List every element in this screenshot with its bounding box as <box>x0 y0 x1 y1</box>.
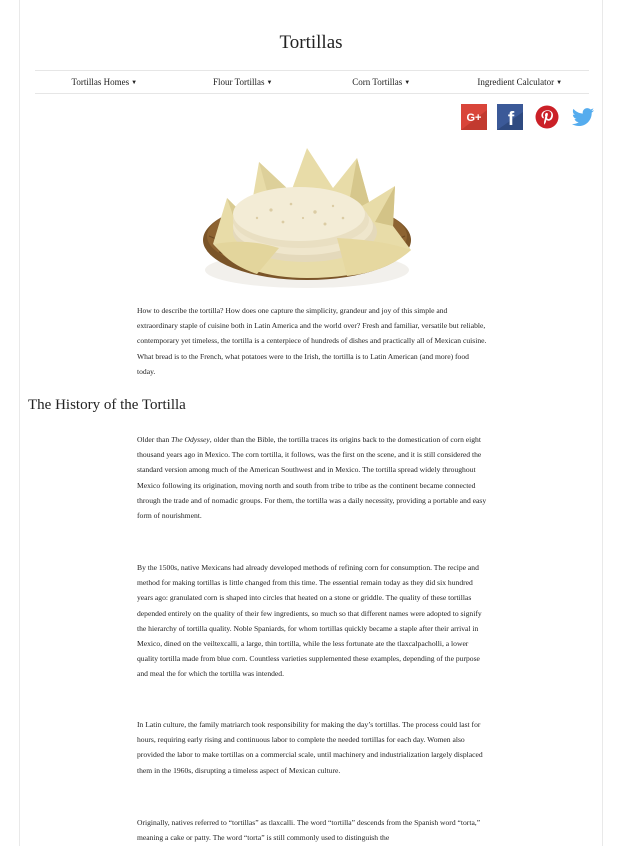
history-heading: The History of the Tortilla <box>28 397 186 413</box>
intro-paragraph <box>137 303 487 379</box>
history-paragraph-4-text: Originally, natives referred to “tortillas” as tlaxcalli. The word “tortilla” descends from the Spanish word “torta,” meaning a cake or patty. The word “torta” is still commonly used to distinguish the <box>137 818 481 843</box>
main-nav <box>35 70 589 94</box>
nav-item-label: Corn Tortillas <box>352 77 403 87</box>
google-plus-share-button[interactable] <box>461 104 487 130</box>
history-paragraph-4 <box>137 815 487 845</box>
history-paragraph-2-text: By the 1500s, native Mexicans had already developed methods of refining corn for consumption. The recipe and method for making tortillas is little changed from this time. The essential remain today as they did six hundred years ago: granulated corn is shaped into circles that heated on a stone or griddle. The quality of these tortillas depended entirely on the quality of their few ingredients, so much so that different names were adopted to signify the hierarchy of tortilla quality. Noble Spaniards, for whom tortillas quickly became a staple after their arrival in Mexico, dined on the veiltexcalli, a large, thin tortilla, while the less fortunate ate the tlaxcalpacholli, a lower quality tortilla made from blue corn. Countless varieties supplemented these examples, depending of the purpose and meal the for which the tortilla was intended. <box>137 563 482 679</box>
page-container <box>19 0 603 846</box>
svg-text:G+: G+ <box>466 112 482 124</box>
history-paragraph-3-text: In Latin culture, the family matriarch took responsibility for making the day’s tortillas. The process could last for hours, requiring early rising and continuous labor to complete the needed tortillas for each day. Women also provided the labor to make tortillas on a commercial scale, until machinery and industrialization largely displaced them in the 1960s, disrupting a timeless aspect of Mexican culture. <box>137 720 483 775</box>
facebook-icon <box>497 104 523 130</box>
caret-down-icon: ▼ <box>266 79 273 86</box>
nav-item-label: Flour Tortillas <box>213 77 265 87</box>
svg-text:f: f <box>507 109 515 130</box>
google-plus-icon <box>461 104 487 130</box>
caret-down-icon: ▼ <box>131 79 138 86</box>
nav-item-flour-tortillas[interactable] <box>174 77 313 87</box>
nav-item-label: Ingredient Calculator <box>477 77 555 87</box>
nav-item-tortillas-homes[interactable] <box>35 77 174 87</box>
history-paragraph-1 <box>137 432 487 523</box>
twitter-icon <box>570 104 596 130</box>
pinterest-icon <box>534 104 560 130</box>
pinterest-share-button[interactable] <box>534 104 560 130</box>
tortilla-basket-image <box>187 140 427 292</box>
site-title[interactable]: Tortillas <box>279 32 343 53</box>
book-title: The Odyssey <box>171 435 210 444</box>
history-paragraph-2 <box>137 560 487 682</box>
facebook-share-button[interactable] <box>497 104 523 130</box>
nav-item-label: Tortillas Homes <box>71 77 130 87</box>
nav-item-corn-tortillas[interactable] <box>312 77 451 87</box>
history-paragraph-3 <box>137 717 487 778</box>
caret-down-icon: ▼ <box>404 79 411 86</box>
caret-down-icon: ▼ <box>556 79 563 86</box>
intro-text: How to describe the tortilla? How does one capture the simplicity, grandeur and joy of this simple and extraordinary staple of cuisine both in Latin America and the world over? Fresh and familiar, versatile but reliable, contemporary yet timeless, the tortilla is a centerpiece of hundreds of dishes and practically all of Mexican cuisine. What bread is to the French, what potatoes were to the Irish, the tortilla is to Latin American (and more) food today. <box>137 306 487 376</box>
history-paragraph-1-text: Older than The Odyssey, older than the Bible, the tortilla traces its origins back to the domestication of corn eight thousand years ago in Mexico. The corn tortilla, it follows, was the first on the scene, and it is still considered the standard version among much of the American Southwest and in Mexico. The tortilla spread widely throughout Mexico following its origination, moving north and south from tribe to tribe as the continent became connected through the trade and of nomadic groups. For them, the tortilla was a daily necessity, providing a portable and easy form of nourishment. <box>137 435 487 521</box>
nav-item-ingredient-calculator[interactable] <box>451 77 590 87</box>
twitter-share-button[interactable] <box>570 104 596 130</box>
